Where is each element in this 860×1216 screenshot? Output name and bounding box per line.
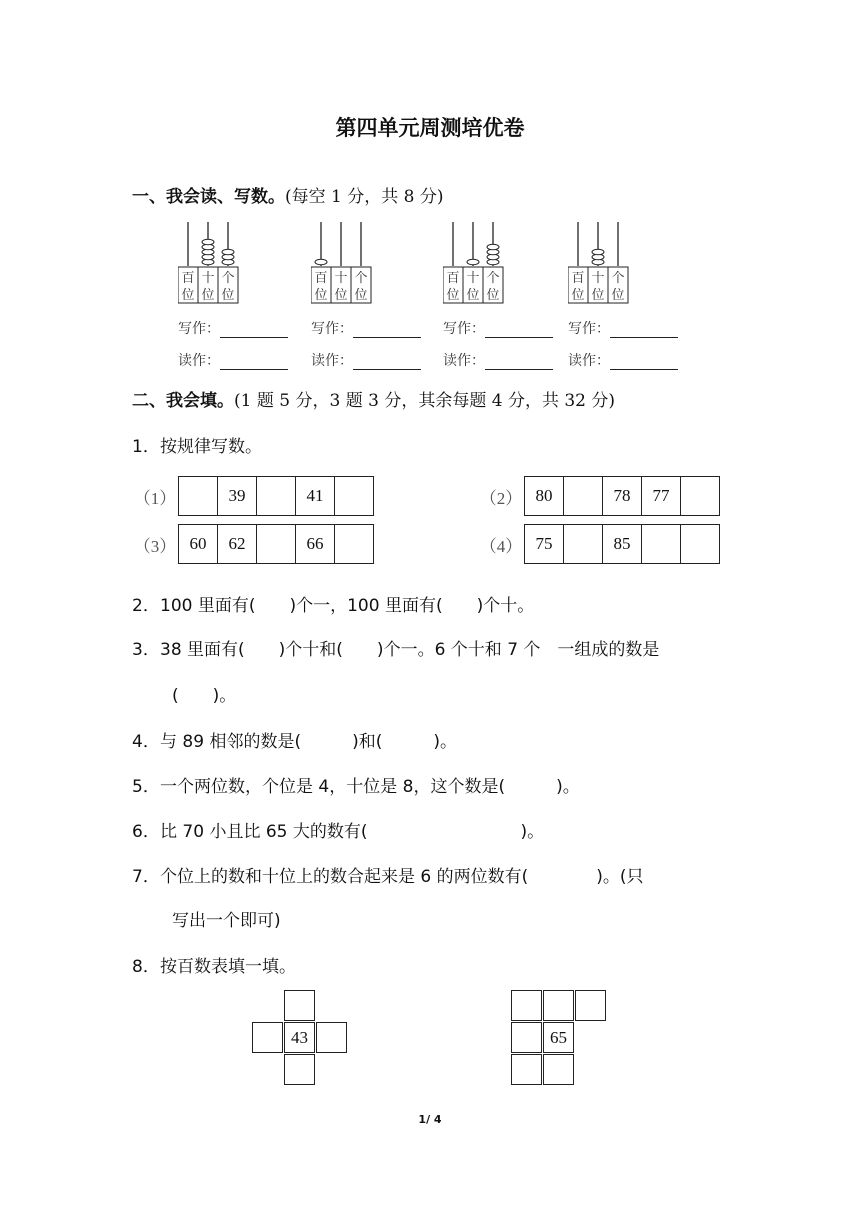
question-3 <box>132 635 659 660</box>
place-label: 个 <box>354 271 368 286</box>
sequence-cells <box>524 524 720 564</box>
place-label: 位 <box>354 288 368 303</box>
chart-cell[interactable] <box>511 1022 542 1053</box>
answer-blank[interactable] <box>220 323 288 338</box>
sequence-cell: 78 <box>603 477 642 515</box>
write-line <box>178 318 288 338</box>
answer-blank[interactable] <box>610 323 678 338</box>
abacus-icon <box>178 220 242 306</box>
place-label: 位 <box>486 288 500 303</box>
place-label: 个 <box>221 271 235 286</box>
read-label: 读作： <box>443 353 485 369</box>
write-line <box>568 318 678 338</box>
chart-cell[interactable] <box>316 1022 347 1053</box>
page-title: 第四单元周测培优卷 <box>335 116 525 140</box>
sequence-label: （3） <box>133 536 177 556</box>
sequence-cell: 75 <box>525 525 564 563</box>
sequence-cell[interactable] <box>681 525 719 563</box>
sequence-cell: 85 <box>603 525 642 563</box>
chart-cell[interactable] <box>575 990 606 1021</box>
place-label: 十 <box>466 271 480 286</box>
question-number: 5． <box>132 777 160 797</box>
chart-cell[interactable] <box>511 1054 542 1085</box>
sequence-cell: 41 <box>296 477 335 515</box>
question-7-continuation: 写出一个即可) <box>172 911 281 931</box>
write-label: 写作： <box>178 321 220 337</box>
question-2 <box>132 591 534 616</box>
section-2-heading: 二、我会填。 <box>132 391 234 411</box>
read-label: 读作： <box>311 353 353 369</box>
abacus-icon <box>443 220 507 306</box>
answer-blank[interactable] <box>485 323 553 338</box>
question-number: 8． <box>132 957 160 977</box>
place-label: 位 <box>201 288 215 303</box>
place-label: 位 <box>591 288 605 303</box>
chart-cell[interactable] <box>511 990 542 1021</box>
question-5 <box>132 772 580 797</box>
write-label: 写作： <box>443 321 485 337</box>
sequence-cell[interactable] <box>257 477 296 515</box>
read-line <box>311 350 421 370</box>
read-label: 读作： <box>178 353 220 369</box>
question-text: 100 里面有( )个一，100 里面有( )个十。 <box>160 596 535 616</box>
question-number: 4． <box>132 732 160 752</box>
read-line <box>568 350 678 370</box>
question-text: 按规律写数。 <box>160 437 262 457</box>
place-label: 位 <box>446 288 460 303</box>
question-number: 6． <box>132 822 160 842</box>
place-label: 位 <box>466 288 480 303</box>
write-label: 写作： <box>311 321 353 337</box>
abacus-bead <box>222 249 234 255</box>
sequence-cell[interactable] <box>564 477 603 515</box>
place-label: 个 <box>486 271 500 286</box>
page-number: 1/ 4 <box>418 1113 442 1126</box>
question-7 <box>132 862 644 887</box>
question-3-continuation: ( )。 <box>172 686 237 706</box>
question-text: 38 里面有( )个十和( )个一。6 个十和 7 个 一组成的数是 <box>160 640 660 660</box>
write-label: 写作： <box>568 321 610 337</box>
place-label: 百 <box>571 271 585 286</box>
write-line <box>443 318 553 338</box>
sequence-cell[interactable] <box>642 525 681 563</box>
place-label: 位 <box>571 288 585 303</box>
question-text: 按百数表填一填。 <box>160 957 296 977</box>
abacus-figure <box>178 220 288 370</box>
sequence-cell: 60 <box>179 525 218 563</box>
question-4 <box>132 727 457 752</box>
question-1 <box>132 432 262 457</box>
sequence-label: （4） <box>479 536 523 556</box>
abacus-bead <box>315 259 327 265</box>
sequence-cell[interactable] <box>257 525 296 563</box>
place-label: 十 <box>591 271 605 286</box>
place-label: 十 <box>201 271 215 286</box>
place-label: 百 <box>181 271 195 286</box>
abacus-bead <box>467 259 479 265</box>
section-2-header <box>132 386 615 411</box>
sequence-cell: 39 <box>218 477 257 515</box>
question-6 <box>132 817 544 842</box>
place-label: 位 <box>181 288 195 303</box>
read-line <box>178 350 288 370</box>
chart-cell-given: 43 <box>284 1022 315 1053</box>
sequence-label: （2） <box>479 488 523 508</box>
place-label: 个 <box>611 271 625 286</box>
abacus-figure <box>568 220 678 370</box>
chart-cell[interactable] <box>543 990 574 1021</box>
read-line <box>443 350 553 370</box>
answer-blank[interactable] <box>610 355 678 370</box>
place-label: 位 <box>314 288 328 303</box>
sequence-cells <box>178 476 374 516</box>
sequence-cells <box>178 524 374 564</box>
place-label: 位 <box>221 288 235 303</box>
answer-blank[interactable] <box>485 355 553 370</box>
sequence-cell: 62 <box>218 525 257 563</box>
place-label: 百 <box>446 271 460 286</box>
read-label: 读作： <box>568 353 610 369</box>
chart-cell[interactable] <box>284 1054 315 1085</box>
question-number: 7． <box>132 867 160 887</box>
question-text: 个位上的数和十位上的数合起来是 6 的两位数有( )。(只 <box>160 867 644 887</box>
sequence-row-1 <box>132 476 374 516</box>
place-label: 百 <box>314 271 328 286</box>
write-line <box>311 318 421 338</box>
question-text: 一个两位数，个位是 4，十位是 8，这个数是( )。 <box>160 777 580 797</box>
abacus-icon <box>311 220 375 306</box>
sequence-label: （1） <box>133 488 177 508</box>
question-text: 与 89 相邻的数是( )和( )。 <box>160 732 457 752</box>
place-label: 十 <box>334 271 348 286</box>
abacus-bead <box>487 244 499 250</box>
abacus-figure <box>311 220 421 370</box>
abacus-figure <box>443 220 553 370</box>
chart-cell[interactable] <box>252 1022 283 1053</box>
sequence-row-3 <box>132 524 374 564</box>
question-number: 3． <box>132 640 160 660</box>
sequence-row-2 <box>478 476 720 516</box>
sequence-cell[interactable] <box>335 525 373 563</box>
section-1-note: (每空 1 分，共 8 分) <box>285 187 444 207</box>
question-text: 比 70 小且比 65 大的数有( )。 <box>160 822 545 842</box>
place-label: 位 <box>334 288 348 303</box>
place-label: 位 <box>611 288 625 303</box>
answer-blank[interactable] <box>353 323 421 338</box>
sequence-cell[interactable] <box>681 477 719 515</box>
chart-cell[interactable] <box>543 1054 574 1085</box>
abacus-bead <box>592 249 604 255</box>
sequence-cells <box>524 476 720 516</box>
sequence-cell: 66 <box>296 525 335 563</box>
abacus-icon <box>568 220 632 306</box>
chart-cell-given: 65 <box>543 1022 574 1053</box>
sequence-row-4 <box>478 524 720 564</box>
question-8 <box>132 952 296 977</box>
section-1-header <box>132 182 444 207</box>
chart-cell[interactable] <box>284 990 315 1021</box>
sequence-cell[interactable] <box>564 525 603 563</box>
abacus-bead <box>202 239 214 245</box>
sequence-cell: 77 <box>642 477 681 515</box>
question-number: 2． <box>132 596 160 616</box>
answer-blank[interactable] <box>353 355 421 370</box>
answer-blank[interactable] <box>220 355 288 370</box>
question-number: 1． <box>132 437 160 457</box>
section-1-heading: 一、我会读、写数。 <box>132 187 285 207</box>
sequence-cell: 80 <box>525 477 564 515</box>
section-2-note: (1 题 5 分，3 题 3 分，其余每题 4 分，共 32 分) <box>234 391 616 411</box>
sequence-cell[interactable] <box>335 477 373 515</box>
sequence-cell[interactable] <box>179 477 218 515</box>
